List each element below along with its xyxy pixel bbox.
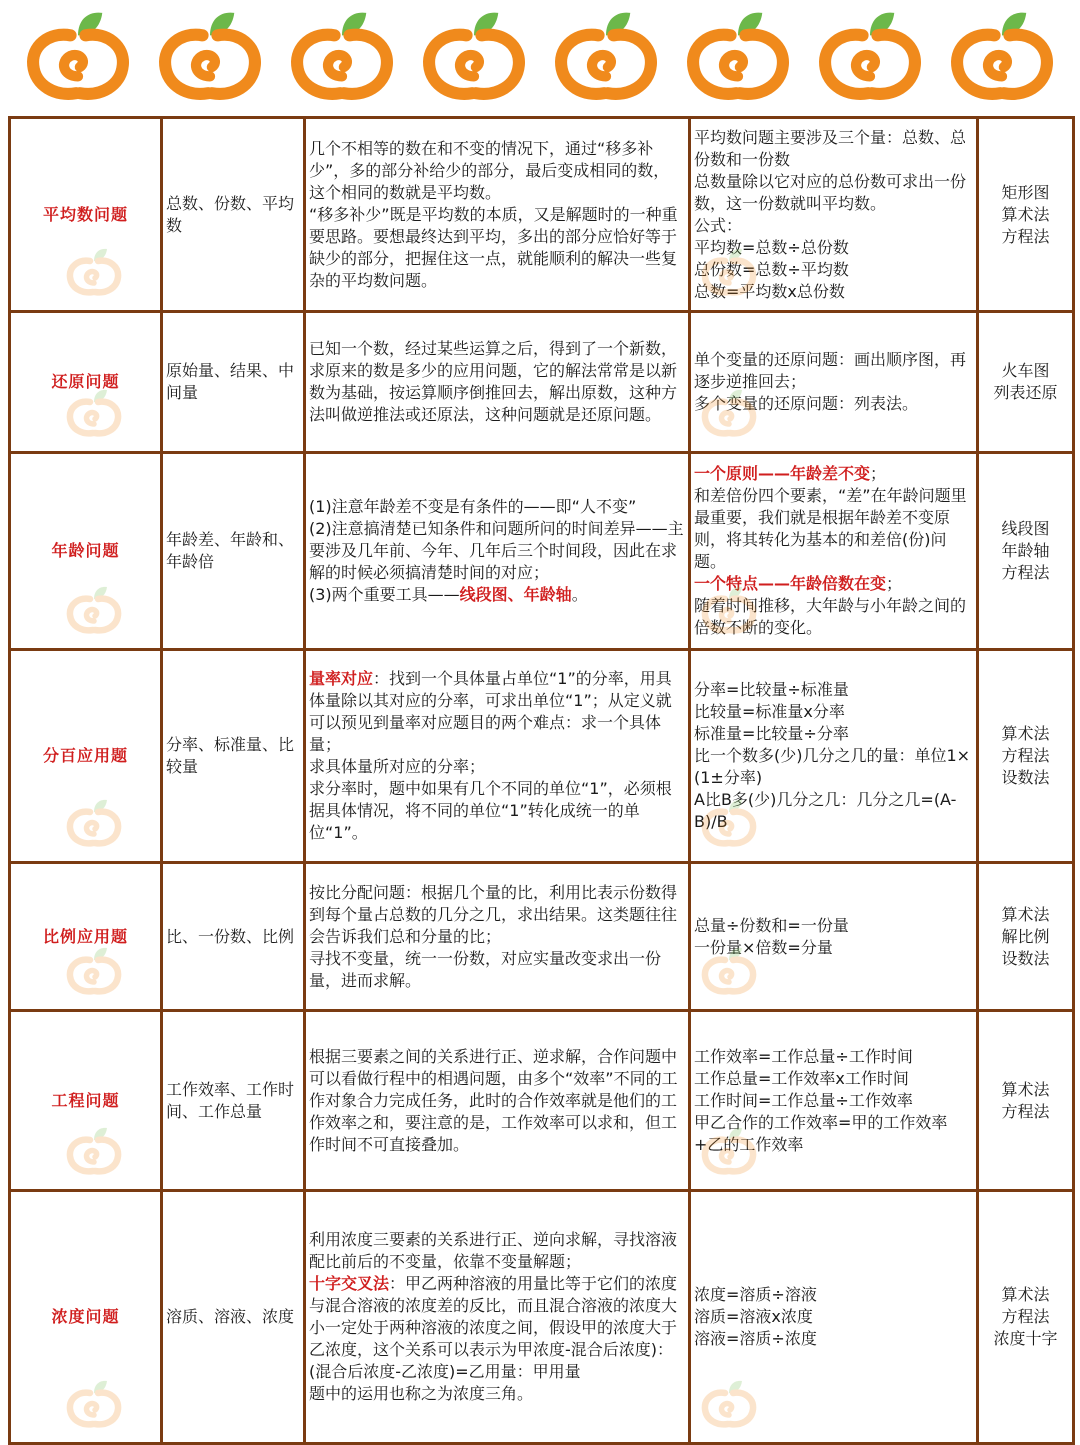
formula-text: 工作效率=工作总量÷工作时间	[694, 1046, 913, 1066]
description-text: 已知一个数，经过某些运算之后，得到了一个新数，求原来的数是多少的应用问题，它的解法常常是以新数为基础，按运算顺序倒推回去，解出原数，这种方法叫做逆推法或还原法，这种问题就是还原问题。	[309, 339, 678, 424]
table-row	[10, 1191, 1074, 1444]
knowledge-table	[8, 116, 1075, 1445]
formula-line	[694, 259, 973, 281]
method-item: 设数法	[1001, 948, 1050, 968]
method-item: 算术法	[1001, 904, 1050, 924]
formula-line	[694, 745, 973, 789]
keywords-text: 原始量、结果、中间量	[166, 361, 295, 402]
formula-line	[694, 789, 973, 833]
method-cell	[978, 650, 1074, 863]
description-line	[309, 948, 685, 992]
description-text: “移多补少”既是平均数的本质，又是解题时的一种重要思路。要想最终达到平均，多出的部分应恰好等于缺少的部分，把握住这一点，就能顺利的解决一些复杂的平均数问题。	[309, 204, 678, 290]
formula-text: 一份量×倍数=分量	[694, 937, 833, 957]
formula-highlight: 一个特点——年龄倍数在变	[694, 574, 887, 593]
table-row	[10, 863, 1074, 1011]
description-line	[309, 778, 685, 844]
description-highlight: 十字交叉法	[309, 1274, 390, 1293]
watermark-logo-icon	[699, 1378, 849, 1438]
description-cell	[305, 863, 690, 1011]
description-text: (2)注意搞清楚已知条件和问题所问的时间差异——主要涉及几年前、今年、几年后三个时间段，因此在求解的时候必须搞清楚时间的对应；	[309, 519, 684, 582]
description-line	[309, 1383, 685, 1405]
formula-text: 分率=比较量÷标准量	[694, 680, 849, 699]
watermark-logo-icon	[19, 387, 169, 447]
formula-line	[694, 1112, 973, 1156]
description-line	[309, 1273, 685, 1383]
keywords-cell	[162, 863, 305, 1011]
description-line	[309, 338, 685, 426]
method-cell	[978, 1191, 1074, 1444]
method-cell	[978, 863, 1074, 1011]
formula-text: 标准量=比较量÷分率	[694, 724, 849, 743]
formula-line	[694, 393, 973, 415]
description-text-after: ：甲乙两种溶液的用量比等于它们的浓度与混合溶液的浓度差的反比，而且混合溶液的浓度大小一定处于两种溶液的浓度之间，假设甲的浓度大于乙浓度，这个关系可以表示为甲浓度-混合后浓度)：(混合后浓度-乙浓度)=乙用量：甲用量	[309, 1274, 678, 1381]
table-row	[10, 118, 1074, 312]
description-line	[309, 204, 685, 292]
formula-text: 工作总量=工作效率x工作时间	[694, 1068, 909, 1088]
category-cell	[10, 863, 162, 1011]
formula-highlight: 一个原则——年龄差不变	[694, 464, 871, 483]
formula-text: 平均数=总数÷总份数	[694, 237, 849, 257]
method-cell	[978, 118, 1074, 312]
description-text: 按比分配问题：根据几个量的比，利用比表示份数得到每个量占总数的几分之几，求出结果。这类题往往会告诉我们总和分量的比；	[309, 882, 678, 946]
formula-text: 公式：	[694, 215, 743, 235]
method-item: 算术法	[1001, 1285, 1050, 1304]
description-text: 寻找不变量，统一一份数，对应实量改变求出一份量，进而求解。	[309, 948, 662, 990]
method-item: 浓度十字	[993, 1329, 1058, 1348]
formula-line	[694, 237, 973, 259]
formula-line	[694, 915, 973, 937]
method-item: 算术法	[1001, 204, 1050, 224]
logo-strip	[0, 0, 1080, 112]
keywords-text: 比、一份数、比例	[166, 926, 295, 946]
keywords-cell	[162, 312, 305, 453]
watermark-logo-icon	[19, 1125, 169, 1185]
table-row	[10, 453, 1074, 650]
brand-logo-icon	[286, 6, 398, 106]
description-line	[309, 882, 685, 948]
formula-text: 甲乙合作的工作效率=甲的工作效率+乙的工作效率	[694, 1112, 948, 1154]
method-item: 火车图	[1001, 361, 1050, 380]
formula-cell	[690, 118, 978, 312]
method-item: 矩形图	[1001, 182, 1050, 202]
description-text-after: 。	[571, 585, 588, 604]
keywords-text: 工作效率、工作时间、工作总量	[166, 1079, 295, 1121]
formula-text: 浓度=溶质÷溶液	[694, 1285, 817, 1304]
brand-logo-icon	[418, 6, 530, 106]
formula-line	[694, 463, 973, 485]
method-cell	[978, 453, 1074, 650]
method-item: 方程法	[1001, 1101, 1050, 1121]
formula-cell	[690, 863, 978, 1011]
formula-text: 总量÷份数和=一份量	[694, 915, 849, 935]
formula-line	[694, 1068, 973, 1090]
formula-text-after: ；	[886, 574, 903, 593]
formula-line	[694, 1328, 973, 1350]
method-item: 方程法	[1001, 1307, 1050, 1326]
description-line	[309, 138, 685, 204]
formula-line	[694, 1090, 973, 1112]
watermark-logo-icon	[19, 1378, 169, 1438]
description-text: 利用浓度三要素的关系进行正、逆向求解，寻找溶液配比前后的不变量，依靠不变量解题；	[309, 1230, 678, 1271]
description-cell	[305, 650, 690, 863]
description-text: (1)注意年龄差不变是有条件的——即“人不变”	[309, 497, 637, 516]
method-item: 方程法	[1001, 746, 1050, 765]
formula-line	[694, 127, 973, 171]
category-cell	[10, 1011, 162, 1191]
description-line	[309, 1229, 685, 1273]
formula-cell	[690, 312, 978, 453]
category-cell	[10, 312, 162, 453]
formula-line	[694, 1284, 973, 1306]
description-text: 题中的运用也称之为浓度三角。	[309, 1384, 534, 1403]
category-title: 浓度问题	[51, 1307, 120, 1326]
formula-text: 随着时间推移，大年龄与小年龄之间的倍数不断的变化。	[694, 596, 967, 637]
description-text: 求具体量所对应的分率；	[309, 757, 486, 776]
watermark-logo-icon	[19, 584, 169, 644]
formula-line	[694, 937, 973, 959]
description-line	[309, 496, 685, 518]
method-item: 年龄轴	[1001, 541, 1050, 560]
method-item: 设数法	[1001, 768, 1050, 787]
keywords-cell	[162, 1191, 305, 1444]
formula-line	[694, 1046, 973, 1068]
formula-line	[694, 485, 973, 573]
category-title: 工程问题	[51, 1090, 120, 1110]
method-item: 算术法	[1001, 724, 1050, 743]
description-cell	[305, 118, 690, 312]
description-text: 根据三要素之间的关系进行正、逆求解，合作问题中可以看做行程中的相遇问题，由多个“效率”不同的工作对象合力完成任务，此时的合作效率就是他们的工作效率之和，要注意的是，工作效率可以求和，但工作时间不可直接叠加。	[309, 1046, 678, 1154]
description-text: 求分率时，题中如果有几个不同的单位“1”，必须根据具体情况，将不同的单位“1”转化成统一的单位“1”。	[309, 779, 672, 842]
brand-logo-icon	[550, 6, 662, 106]
formula-cell	[690, 650, 978, 863]
formula-cell	[690, 1191, 978, 1444]
formula-text: 和差倍份四个要素，“差”在年龄问题里最重要，我们就是根据年龄差不变原则，将其转化为基本的和差倍(份)问题。	[694, 486, 967, 571]
description-text: (3)两个重要工具——	[309, 585, 460, 604]
table-body	[10, 118, 1074, 1444]
description-line	[309, 518, 685, 584]
description-highlight: 量率对应	[309, 669, 374, 688]
brand-logo-icon	[946, 6, 1058, 106]
description-cell	[305, 453, 690, 650]
method-item: 列表还原	[993, 383, 1058, 402]
formula-line	[694, 723, 973, 745]
keywords-text: 溶质、溶液、浓度	[166, 1307, 295, 1326]
watermark-logo-icon	[19, 246, 169, 306]
method-item: 方程法	[1001, 226, 1050, 246]
method-cell	[978, 1011, 1074, 1191]
formula-text: 平均数问题主要涉及三个量：总数、总份数和一份数	[694, 127, 967, 169]
category-title: 年龄问题	[51, 541, 120, 560]
formula-text: 比一个数多(少)几分之几的量：单位1×(1±分率)	[694, 746, 971, 787]
category-cell	[10, 1191, 162, 1444]
description-line	[309, 668, 685, 756]
description-cell	[305, 1191, 690, 1444]
category-cell	[10, 650, 162, 863]
method-item: 解比例	[1001, 926, 1050, 946]
brand-logo-icon	[814, 6, 926, 106]
keywords-text: 总数、份数、平均数	[166, 193, 295, 235]
formula-text: 多个变量的还原问题：列表法。	[694, 394, 919, 413]
formula-line	[694, 1306, 973, 1328]
formula-line	[694, 573, 973, 595]
method-item: 线段图	[1001, 519, 1050, 538]
method-item: 方程法	[1001, 563, 1050, 582]
brand-logo-icon	[22, 6, 134, 106]
knowledge-table-wrap	[8, 116, 1072, 1445]
keywords-cell	[162, 650, 305, 863]
method-cell	[978, 312, 1074, 453]
description-cell	[305, 312, 690, 453]
formula-text: 总数量除以它对应的总份数可求出一份数，这一份数就叫平均数。	[694, 171, 967, 213]
method-item: 算术法	[1001, 1079, 1050, 1099]
formula-cell	[690, 1011, 978, 1191]
brand-logo-icon	[682, 6, 794, 106]
table-row	[10, 650, 1074, 863]
formula-line	[694, 281, 973, 303]
formula-text: 溶质=溶液x浓度	[694, 1307, 813, 1326]
formula-text: 工作时间=工作总量÷工作效率	[694, 1090, 913, 1110]
formula-line	[694, 679, 973, 701]
description-line	[309, 584, 685, 606]
formula-line	[694, 701, 973, 723]
category-title: 比例应用题	[42, 926, 128, 946]
keywords-cell	[162, 453, 305, 650]
watermark-logo-icon	[19, 797, 169, 857]
description-text: 几个不相等的数在和不变的情况下，通过“移多补少”，多的部分补给少的部分，最后变成相同的数，这个相同的数就是平均数。	[309, 138, 670, 202]
keywords-cell	[162, 118, 305, 312]
category-cell	[10, 453, 162, 650]
formula-text: 单个变量的还原问题：画出顺序图，再逐步逆推回去；	[694, 350, 967, 391]
category-cell	[10, 118, 162, 312]
category-title: 还原问题	[51, 372, 120, 391]
description-highlight: 线段图、年龄轴	[459, 585, 572, 604]
description-line	[309, 756, 685, 778]
category-title: 分百应用题	[42, 746, 128, 765]
formula-text: 比较量=标准量x分率	[694, 702, 845, 721]
formula-text-after: ；	[870, 464, 887, 483]
description-cell	[305, 1011, 690, 1191]
formula-cell	[690, 453, 978, 650]
watermark-logo-icon	[19, 945, 169, 1005]
formula-line	[694, 349, 973, 393]
description-line	[309, 1046, 685, 1156]
table-row	[10, 312, 1074, 453]
keywords-text: 分率、标准量、比较量	[166, 735, 295, 776]
formula-text: 总份数=总数÷平均数	[694, 259, 849, 279]
formula-text: A比B多(少)几分之几：几分之几=(A-B)/B	[694, 790, 957, 831]
formula-line	[694, 595, 973, 639]
brand-logo-icon	[154, 6, 266, 106]
formula-text: 总数=平均数x总份数	[694, 281, 845, 301]
formula-line	[694, 215, 973, 237]
keywords-text: 年龄差、年龄和、年龄倍	[166, 530, 295, 571]
description-text-after: ：找到一个具体量占单位“1”的分率，用具体量除以其对应的分率，可求出单位“1”；从定义就可以预见到量率对应题目的两个难点：求一个具体量；	[309, 669, 672, 754]
formula-text: 溶液=溶质÷浓度	[694, 1329, 817, 1348]
table-row	[10, 1011, 1074, 1191]
keywords-cell	[162, 1011, 305, 1191]
formula-line	[694, 171, 973, 215]
category-title: 平均数问题	[42, 204, 128, 224]
